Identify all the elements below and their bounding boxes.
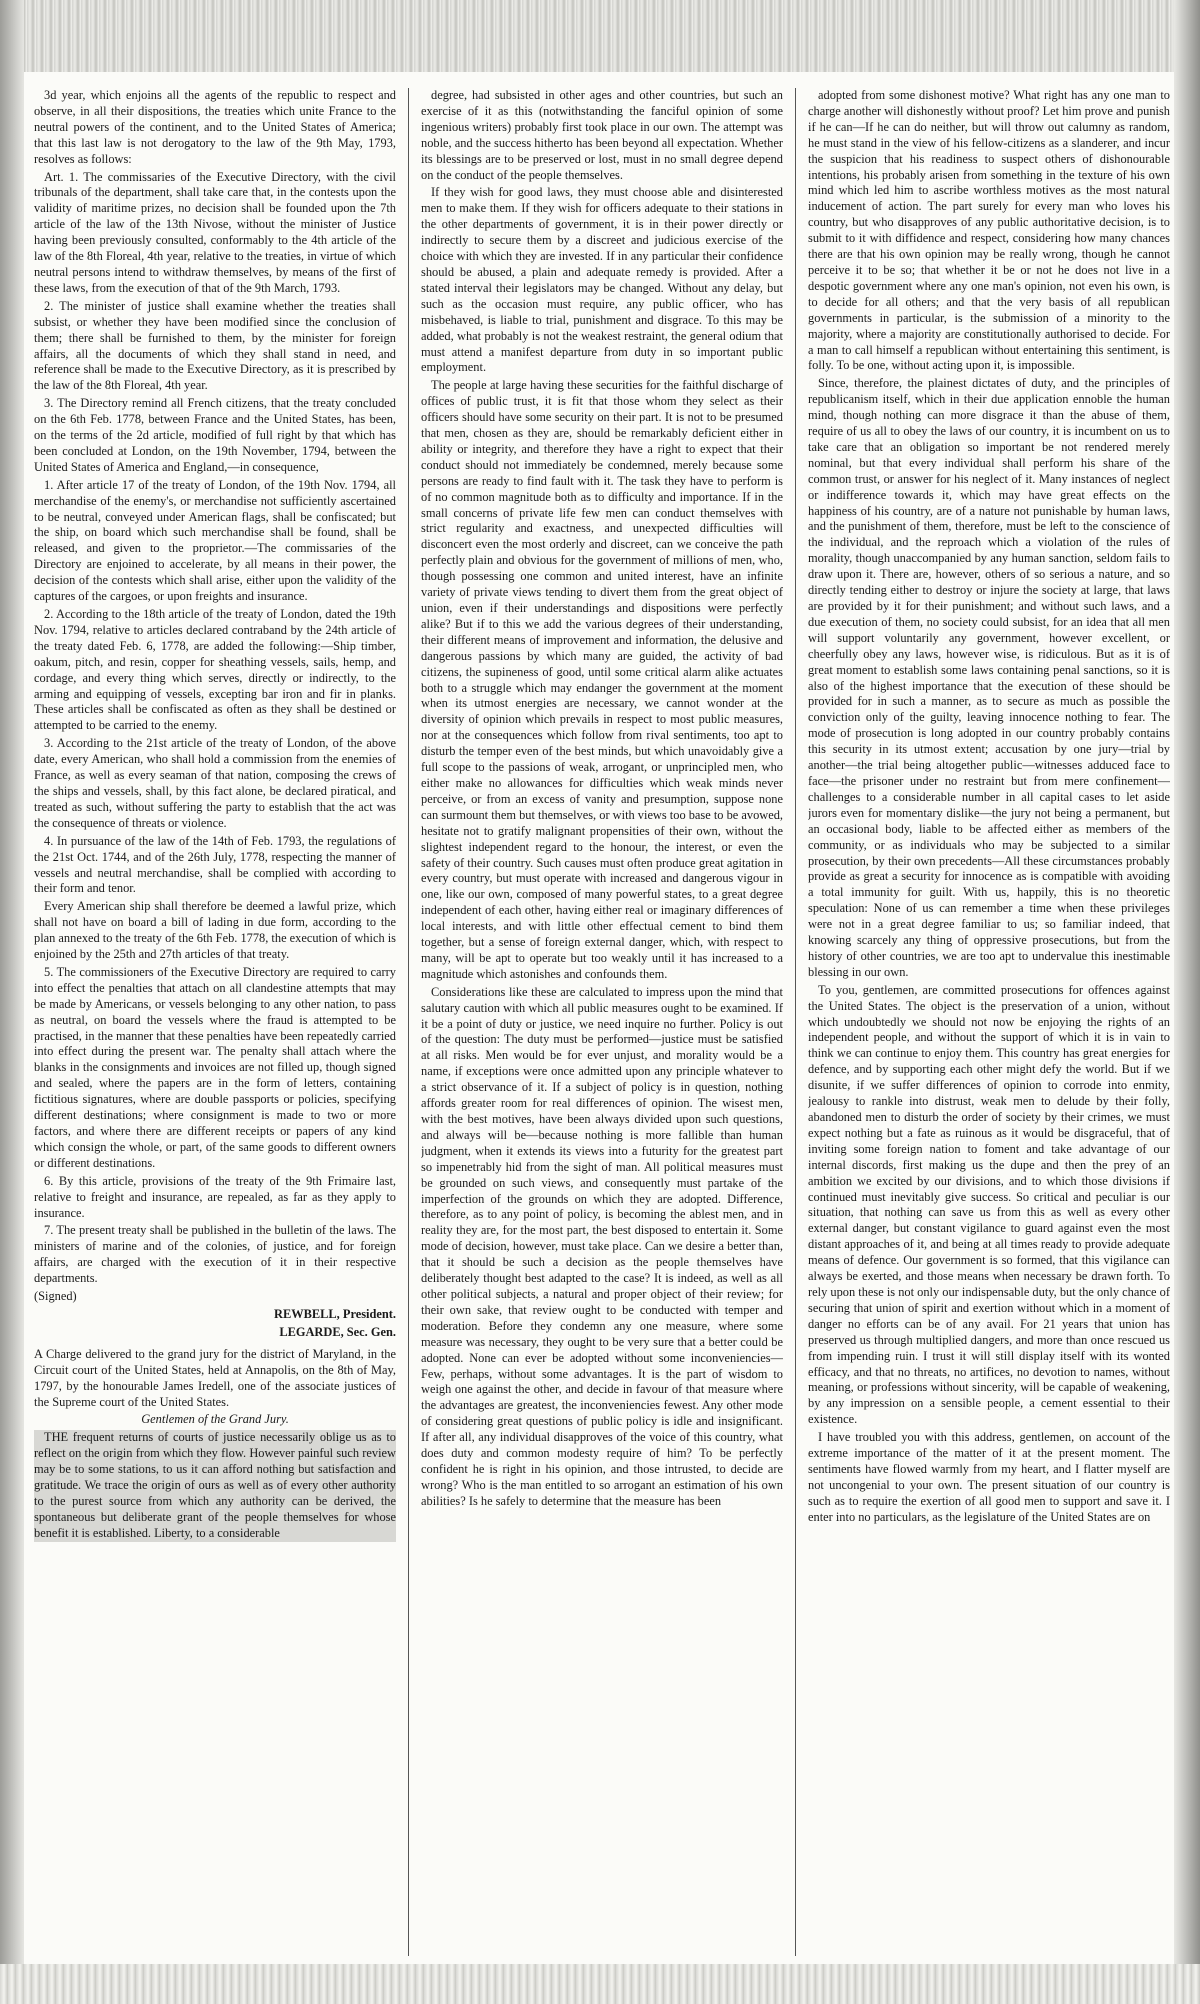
- signature-secretary: LEGARDE, Sec. Gen.: [279, 1324, 396, 1339]
- paragraph: Considerations like these are calculated to impress upon the mind that salutary caution with which all public measures ought to be examined. If it be a point of duty or justice, we need inquire no further. Policy is out of the question: The duty must be performed—justice must be satisfied at all risks. Men would be for ever unjust, and morality would be a name, if exceptions were once admitted upon any principle whatever to a strict observance of it. If a subject of policy is in question, nothing affords greater room for real differences of opinion. The wisest men, with the best motives, have been always divided upon such questions, and always will be—because nothing is more fallible than human judgment, when it extends its views into a futurity for the greatest part so impenetrably hid from the sight of man. All political measures must be grounded on such views, and consequently must partake of the imperfection of the grounds on which they are adopted. Difference, therefore, as to any point of policy, is becoming the ablest men, and in reality they are, for the most part, the best disposed to entertain it. Some mode of decision, however, must take place. Can we desire a better than, that it should be such a decision as the people themselves have deliberately thought best adapted to the case? It is indeed, as well as all other political subjects, a natural and proper object of their review; for their own sake, that review ought to be conducted with temper and moderation. Before they condemn any one measure, where some measure was necessary, they ought to be very sure that a better could be adopted. None can ever be adopted without some inconveniencies—Few, perhaps, without some advantages. It is the part of wisdom to weigh one against the other, and decide in favour of that measure where the advantages are greatest, the inconveniencies fewest. Any other mode of considering great questions of public policy is idle and insignificant. If after all, any individual disapproves of the voice of this country, what does duty and common modesty require of him? To be perfectly confident he is right in his opinion, and those intrusted, to decide are wrong? Who is the man entitled to so arrogant an estimation of his own abilities? Is he safely to determine that the measure has been: [421, 984, 783, 1508]
- paragraph: adopted from some dishonest motive? What right has any one man to charge another will dishonestly without proof? Let him prove and punish if he can—If he can do neither, but will throw out calumny as random, he must stand in the view of his fellow-citizens as a slanderer, and incur the suspicion that his readiness to suspect others of dishonourable intentions, his probably arisen from something in the texture of his own mind which led him to ascribe worthless motives as the most natural inducement of action. The part surely for every man who loves his country, but who disapproves of any public authoritative decision, is to submit to it with diffidence and respect, considering how many chances there are that his own opinion may be really wrong, though he cannot perceive it to be so; that whether it be or not he does not live in a despotic government where any one man's opinion, not even his own, is to decide for all others; and that the very basis of all republican governments in particular, is the submission of a minority to the majority, where a majority are constitutionally authorised to decide. For a man to call himself a republican without entertaining this sentiment, is folly. To be one, without acting upon it, is impossible.: [808, 88, 1170, 373]
- charge-heading: A Charge delivered to the grand jury for the district of Maryland, in the Circuit court of the United States, held at Annapolis, on the 8th of May, 1797, by the honourable James Iredell, one of the associate justices of the Supreme court of the United States.: [34, 1346, 396, 1409]
- article-3-item-3: 3. According to the 21st article of the treaty of London, of the above date, every American, who shall hold a commission from the enemies of France, as well as every seaman of that nation, composing the crews of the ships and vessels, shall, by this fact alone, be declared piratical, and treated as such, without suffering the party to establish that the act was the consequence of threats or violence.: [34, 736, 396, 830]
- scan-right-edge: [1174, 0, 1200, 2004]
- scan-bottom-edge: [0, 1964, 1200, 2004]
- paragraph: THE frequent returns of courts of justice necessarily oblige us as to reflect on the origin from which they flow. However painful such review may be to some stations, to us it can afford nothing but satisfaction and gratitude. We trace the origin of ours as well as of every other authority to the purest source from which any authority can be derived, the spontaneous but deliberate grant of the people themselves for whose benefit it is established. Liberty, to a considerable: [34, 1430, 396, 1540]
- paragraph: If they wish for good laws, they must choose able and disinterested men to make them. If they wish for officers adequate to their stations in the other departments of government, it is in their power directly or indirectly to secure them by a discreet and judicious exercise of the choice with which they are invested. If in any particular their confidence should be abused, a plain and adequate remedy is provided. After a stated interval their legislators may be changed. Without any delay, but such as the occasion must require, any public officer, who has misbehaved, is liable to trial, punishment and disgrace. To this may be added, what probably is not the weakest restraint, the general odium that must attend a manifest departure from duty in so important public employment.: [421, 185, 783, 375]
- paragraph: degree, had subsisted in other ages and other countries, but such an exercise of it as this (notwithstanding the fanciful opinion of some ingenious writers) probably first took place in our own. The attempt was noble, and the success hitherto has been beyond all expectation. Whether its blessings are to be preserved or lost, must in no small degree depend on the conduct of the people themselves.: [421, 88, 783, 182]
- article-6: 6. By this article, provisions of the treaty of the 9th Frimaire last, relative to freight and insurance, are repealed, as far as they apply to insurance.: [34, 1173, 396, 1220]
- article-columns: [34, 88, 1170, 1956]
- article-5: 5. The commissioners of the Executive Directory are required to carry into effect the penalties that attach on all clandestine attempts that may be made by Americans, or vessels belonging to any other nation, to pass as neutral, on board the vessels where the fraud is attempted to be practised, in the manner that these penalties have been repeatedly carried into effect during the present war. The penalty shall attach where the blanks in the consignments and invoices are not filled up, though signed and sealed, where the papers are in the form of letters, containing fictitious signatures, where are double passports or policies, specifying different destinations; where consignment is made to two or more factors, and where there are different receipts or papers of any kind which consign the whole, or part, of the same goods to different owners or different destinations.: [34, 964, 396, 1170]
- column-2: [421, 88, 783, 1956]
- article-2: 2. The minister of justice shall examine whether the treaties shall subsist, or whether they have been modified since the conclusion of them; there shall be furnished to them, by the minister for foreign affairs, all the documents of which they shall stand in need, and reference shall be made to the Executive Directory, as it is prescribed by the law of the 8th Floreal, 4th year.: [34, 298, 396, 393]
- signature-president: REWBELL, President.: [274, 1306, 396, 1321]
- column-3: [808, 88, 1170, 1956]
- article-4-continued: Every American ship shall therefore be deemed a lawful prize, which shall not have on board a bill of lading in due form, according to the plan annexed to the treaty of the 6th Feb. 1778, the execution of which is enjoined by the 25th and 27th articles of that treaty.: [34, 899, 396, 962]
- column-rule: [795, 88, 796, 1956]
- column-1: [34, 88, 396, 1956]
- paragraph: 3d year, which enjoins all the agents of the republic to respect and observe, in all their dispositions, the treaties which unite France to the neutral powers of the continent, and to the United States of America; that this last law is not derogatory to the law of the 9th May, 1793, resolves as follows:: [34, 88, 396, 166]
- article-1: Art. 1. The commissaries of the Executive Directory, with the civil tribunals of the department, shall take care that, in the contests upon the validity of maritime prizes, no decision shall be founded upon the 7th article of the law of the 13th Nivose, without the minister of Justice having been previously consulted, conformably to the 4th article of the law of the 8th Floreal, 4th year, relative to the treaties, in virtue of which neutral persons intend to withdraw themselves, by means of the first of these laws, from the execution of that of the 9th March, 1793.: [34, 169, 396, 295]
- column-rule: [408, 88, 409, 1956]
- paragraph: The people at large having these securities for the faithful discharge of offices of public trust, it is fit that those whom they select as their officers should have some security on their part. It is not to be presumed that men, chosen as they are, should be remarkably deficient either in ability or integrity, and therefore they have a right to expect that their conduct should not immediately be condemned, merely because some persons are ready to find fault with it. The task they have to perform is of no common magnitude both as to difficulty and importance. If in the small concerns of private life few men can conduct themselves with strict regularity and exactness, and unexpected difficulties will disconcert even the most orderly and discreet, can we conceive the path perfectly plain and obvious for the government of millions of men, who, though possessing one common and united interest, have an infinite variety of private views tending to divert them from the great object of union, even if their understandings and dispositions were perfectly alike? But if to this we add the various degrees of their understanding, their different means of improvement and information, the delusive and dangerous passions by which many are guided, the activity of bad citizens, the supineness of good, until some critical alarm alike actuates both to a struggle which may endanger the government at the moment when its utmost energies are necessary, we cannot wonder at the diversity of opinion which prevails in respect to most public measures, nor at the consequences which follow from rival sentiments, too apt to disturb the temper even of the best minds, but which unavoidably give a full scope to the passions of weak, arrogant, or unprincipled men, who either make no allowances for difficulties which weak minds never perceive, or from an excess of vanity and presumption, suppose none can surmount them but themselves, or with views too base to be avowed, hesitate not to gratify malignant propensities of their own, without the slightest independent regard to the honour, the interest, or even the safety of their country. Such causes must often produce great agitation in every country, but must operate with increased and dangerous vigour in one, like our own, composed of many powerful states, to a great degree independent of each other, having either real or imaginary differences of local interests, and with little other effectual cement to bind them together, but a sense of foreign external danger, which, with respect to many, will be apt to operate but too weakly until it has increased to a magnitude which astonishes and confounds them.: [421, 378, 783, 981]
- article-7: 7. The present treaty shall be published in the bulletin of the laws. The ministers of marine and of the colonies, of justice, and for foreign affairs, are charged with the execution of it in their respective departments.: [34, 1223, 396, 1286]
- scan-top-edge: [0, 0, 1200, 72]
- salutation: Gentlemen of the Grand Jury.: [141, 1412, 289, 1427]
- paragraph: To you, gentlemen, are committed prosecutions for offences against the United States. The object is the preservation of a union, without which undoubtedly we should not now be enjoying the rights of an independent people, and without the support of which it is in vain to think we can continue to enjoy them. This country has great energies for defence, and by supporting each other might defy the world. But if we disunite, if we suffer differences of opinion to corrode into enmity, jealousy to rankle into distrust, weak men to delude by their folly, abandoned men to disturb the order of society by their crimes, we must expect nothing but a fate as ruinous as it would be disgraceful, that of inviting some foreign nation to foment and take advantage of our internal discords, first making us the dupe and then the prey of an ambition we excited by our divisions, and to which those divisions if continued must inevitably give success. So critical and peculiar is our situation, that nothing can save us from this as well as every other external danger, but constant vigilance to guard against even the most distant approaches of it, and being at all times ready to provide adequate means of defence. Our government is so formed, that this vigilance can always be exerted, and those means when necessary be drawn forth. To rely upon these is not only our indispensable duty, but the only chance of securing that union of spirit and exertion without which in a moment of danger no efforts can be of any avail. For 21 years that union has preserved us through multiplied dangers, and more than once rescued us from impending ruin. I trust it will still display itself with its wonted efficacy, and that no threats, no artifices, no devotion to names, without meaning, or professions without sincerity, will be capable of weakening, by any impression on a sensible people, a cement essential to their existence.: [808, 982, 1170, 1427]
- paragraph: Since, therefore, the plainest dictates of duty, and the principles of republicanism itself, which in their due application ennoble the human mind, though nothing can more disgrace it than the abuse of them, require of us all to obey the laws of our country, it is incumbent on us to take care that an obligation so important be not rendered merely nominal, but that every individual shall perform his share of the common trust, or answer for his neglect of it. Many instances of neglect or indifference towards it, which may have great effects on the happiness of his country, are of a nature not punishable by human laws, and the punishment of them, therefore, must be left to the conscience of the individual, and the reproach which a violation of the rules of morality, though unaccompanied by any human sanction, seldom fails to draw upon it. There are, however, others of so serious a nature, and so directly tending either to destroy or injure the society at large, that laws are provided by it for their punishment; and without such laws, and a due execution of them, no society could subsist, for an idea that all men will support voluntarily any government, however excellent, or cheerfully obey any laws, however wise, is ridiculous. But as it is of great moment to establish some laws containing penal sanctions, so it is also of the highest importance that the execution of these should be provided for in such a manner, as to secure as much as possible the conviction only of the guilty, leaving innocence nothing to fear. The mode of prosecution is long adopted in our country probably contains this security in its utmost extent; accusation by one jury—trial by another—the trial being altogether public—witnesses adduced face to face—the prisoner under no restraint but from mere confinement—challenges to a considerable number in all capital cases to let aside jurors even for momentary dislike—the jury not being a permanent, but an occasional body, liable to be affected either as members of the community, or as individuals who may be subjected to a similar prosecution, by their own precedents—All these circumstances probably provide as great a security for innocence as is compatible with avoiding a total immunity for guilt. With us, happily, this is no theoretic speculation: None of us can remember a time when these privileges were not in a great degree familiar to us; so familiar indeed, that knowing scarcely any thing of oppressive prosecutions, but from the history of other countries, we are too apt to undervalue this inestimable blessing in our own.: [808, 376, 1170, 979]
- article-4: 4. In pursuance of the law of the 14th of Feb. 1793, the regulations of the 21st Oct. 1744, and of the 26th July, 1778, respecting the manner of vessels and neutral merchandise, shall be complied with according to their form and tenor.: [34, 833, 396, 896]
- signed-label: (Signed): [34, 1289, 77, 1304]
- paragraph: I have troubled you with this address, gentlemen, on account of the extreme importance of the matter of it at the present moment. The sentiments have flowed warmly from my heart, and I flatter myself are not uncongenial to your own. The present situation of our country is such as to require the exertion of all good men to support and save it. I enter into no particulars, as the legislature of the United States are on: [808, 1430, 1170, 1524]
- article-3-item-1: 1. After article 17 of the treaty of London, of the 19th Nov. 1794, all merchandise of the enemy's, or merchandise not sufficiently ascertained to be neutral, conveyed under American flags, shall be confiscated; but the ship, on board which such merchandise shall be found, shall be released, and given to the proprietor.—The commissaries of the Directory are enjoined to accelerate, by all means in their power, the decision of the contests which shall arise, either upon the validity of the captures of the cargoes, or upon freights and insurance.: [34, 477, 396, 604]
- article-3: 3. The Directory remind all French citizens, that the treaty concluded on the 6th Feb. 1778, between France and the United States, has been, on the terms of the 2d article, modified of full right by that which has been concluded at London, on the 19th November, 1794, between the United States of America and England,—in consequence,: [34, 396, 396, 474]
- article-3-item-2: 2. According to the 18th article of the treaty of London, dated the 19th Nov. 1794, relative to articles declared contraband by the 24th article of the treaty dated Feb. 6, 1778, are added the following:—Ship timber, oakum, pitch, and resin, copper for sheathing vessels, sails, hemp, and cordage, and every thing which serves, directly or indirectly, to the arming and equipping of vessels, excepting bar iron and fir in planks. These articles shall be confiscated as often as they shall be destined or attempted to be carried to the enemy.: [34, 607, 396, 733]
- scan-left-edge: [0, 0, 24, 2004]
